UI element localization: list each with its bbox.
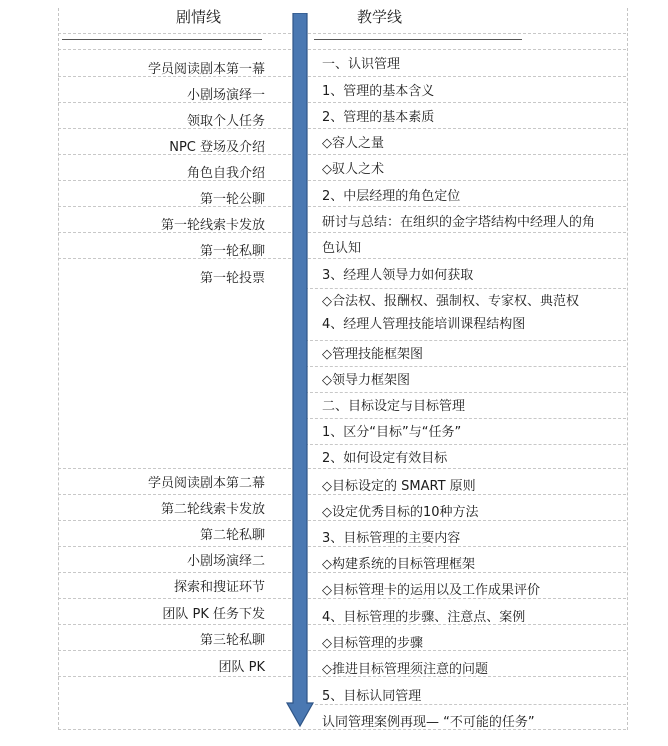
teaching-line-item: 5、目标认同管理 [322,689,422,704]
row-divider [58,598,626,599]
teaching-line-item: ◇驭人之术 [322,162,384,177]
teaching-line-item: 二、目标设定与目标管理 [322,399,466,414]
row-divider [305,418,626,419]
plot-line-item: 第一轮私聊 [199,244,265,259]
teaching-line-item: 2、中层经理的角色定位 [322,189,461,204]
plot-line-item: 小剧场演绎二 [186,554,265,569]
plot-line-item: 第一轮公聊 [199,192,265,207]
plot-line-item: NPC 登场及介绍 [169,140,265,155]
plot-line-item: 领取个人任务 [186,114,265,129]
teaching-line-item: ◇领导力框架图 [322,373,410,388]
teaching-line-item: ◇目标管理卡的运用以及工作成果评价 [322,583,540,598]
teaching-line-item: ◇设定优秀目标的10种方法 [322,505,479,520]
teaching-line-item: ◇目标设定的 SMART 原则 [322,479,476,494]
teaching-line-item: ◇合法权、报酬权、强制权、专家权、典范权 [322,294,579,309]
plot-line-item: 第三轮私聊 [199,633,265,648]
plot-header-underline [62,39,262,40]
plot-line-item: 探索和搜证环节 [173,580,265,595]
teaching-line-item: 4、目标管理的步骤、注意点、案例 [322,610,526,625]
teaching-line-item: ◇构建系统的目标管理框架 [322,557,475,572]
teaching-line-item: 研讨与总结：在组织的金字塔结构中经理人的角 [322,215,596,230]
teaching-line-item: ◇管理技能框架图 [322,347,423,362]
teaching-line-item: 一、认识管理 [322,57,401,72]
teaching-line-item: 3、目标管理的主要内容 [322,531,461,546]
teaching-line-item: 3、经理人领导力如何获取 [322,268,474,283]
plot-line-header: 剧情线 [176,8,222,26]
teaching-line-item: ◇容人之量 [322,136,384,151]
plot-line-item: 团队 PK [218,660,265,675]
plot-line-item: 第一轮投票 [199,271,265,286]
plot-line-item: 学员阅读剧本第二幕 [147,476,265,491]
row-divider [58,520,626,521]
teaching-line-item: 2、管理的基本素质 [322,110,435,125]
row-divider [305,392,626,393]
row-divider [58,468,626,469]
row-divider [58,494,626,495]
row-divider [58,546,626,547]
plot-line-item: 学员阅读剧本第一幕 [147,62,265,77]
teaching-header-underline [314,39,522,40]
teaching-line-item: 认同管理案例再现— “不可能的任务” [322,715,535,730]
plot-line-item: 角色自我介绍 [186,166,265,181]
teaching-line-item: 4、经理人管理技能培训课程结构图 [322,317,526,332]
plot-line-item: 小剧场演绎一 [186,88,265,103]
row-divider [58,572,626,573]
plot-line-item: 第二轮私聊 [199,528,265,543]
row-divider [305,366,626,367]
teaching-line-item: 2、如何设定有效目标 [322,451,448,466]
teaching-line-header: 教学线 [357,8,403,26]
teaching-line-item: 色认知 [322,241,362,256]
row-divider [305,704,626,705]
teaching-line-item: ◇推进目标管理须注意的问题 [322,662,488,677]
teaching-line-item: ◇目标管理的步骤 [322,636,423,651]
row-divider [305,444,626,445]
timeline-arrow-icon [285,13,315,729]
row-divider [58,49,626,50]
row-divider [305,340,626,341]
plot-line-item: 团队 PK 任务下发 [162,607,265,622]
row-divider [58,33,626,34]
teaching-line-item: 1、区分“目标”与“任务” [322,425,462,440]
plot-line-item: 第二轮线索卡发放 [160,502,265,517]
teaching-line-item: 1、管理的基本含义 [322,84,435,99]
row-divider [305,288,626,289]
plot-line-item: 第一轮线索卡发放 [160,218,265,233]
